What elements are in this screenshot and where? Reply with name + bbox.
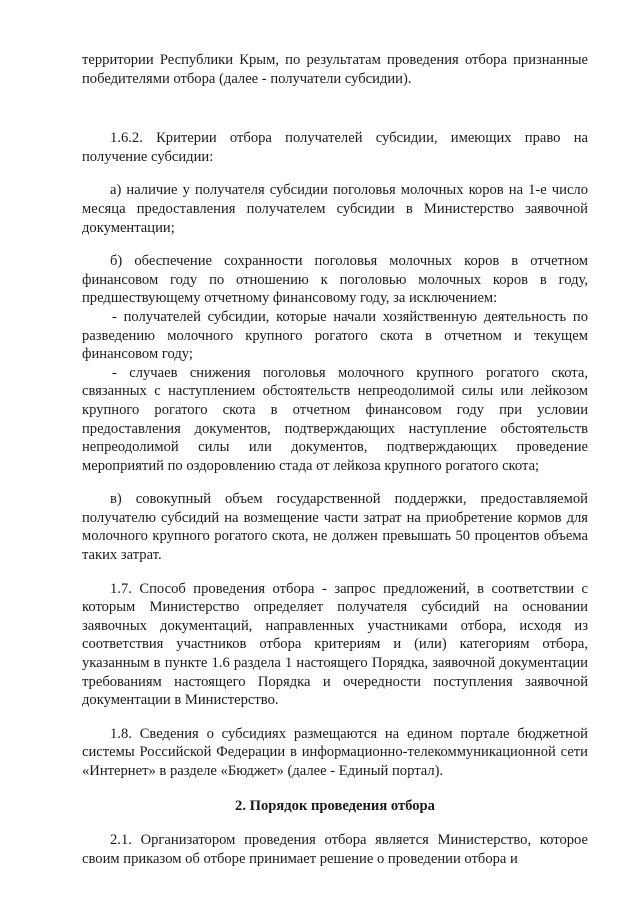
paragraph-1-8: 1.8. Сведения о субсидиях размещаются на едином портале бюджетной системы Российской Федерации в информационно-телекоммуникационной сети «Интернет» в разделе «Бюджет» (далее - Единый портал). (82, 725, 588, 779)
paragraph-criterion-b-exception-2: - случаев снижения поголовья молочного крупного рогатого скота, связанных с наступлением обстоятельств непреодолимой силы или лейкозом крупного рогатого скота в отчетном финансовом году при условии предоставления документов, подтверждающих наступление обстоятельств непреодолимой силы или документов, подтверждающих проведение мероприятий по оздоровлению стада от лейкоза крупного рогатого скота; (82, 364, 588, 474)
paragraph-intro: территории Республики Крым, по результатам проведения отбора признанные победителями отбора (далее - получатели субсидии). (82, 52, 588, 87)
paragraph-criterion-b: б) обеспечение сохранности поголовья молочных коров в отчетном финансовом году по отношению к поголовью молочных коров в году, предшествующему отчетному финансовому году, за исключением: (82, 253, 588, 307)
section-heading-2: 2. Порядок проведения отбора (235, 797, 435, 814)
paragraph-criterion-b-exception-1: - получателей субсидии, которые начали хозяйственную деятельность по разведению молочного крупного рогатого скота в отчетном и текущем финансовом году; (82, 308, 588, 363)
paragraph-criterion-v: в) совокупный объем государственной поддержки, предоставляемой получателю субсидий на возмещение части затрат на приобретение кормов для молочного крупного рогатого скота, не должен превышать 50 процентов объема таких затрат. (82, 491, 588, 564)
paragraph-2-1: 2.1. Организатором проведения отбора является Министерство, которое своим приказом об отборе принимает решение о проведении отбора и (82, 832, 588, 867)
paragraph-criterion-a: а) наличие у получателя субсидии поголовья молочных коров на 1-е число месяца предоставления получателем субсидии в Министерство заявочной документации; (82, 182, 588, 236)
paragraph-1-6-2: 1.6.2. Критерии отбора получателей субсидии, имеющих право на получение субсидии: (82, 130, 588, 165)
paragraph-1-7: 1.7. Способ проведения отбора - запрос предложений, в соответствии с которым Министерство определяет получателя субсидий на основании заявочных документаций, направленных участниками отбора, исходя из соответствия участников отбора критериям и (или) категориям отбора, указанным в пункте 1.6 раздела 1 настоящего Порядка, заявочной документации требованиям настоящего Порядка и очередности поступления заявочной документации в Министерство. (82, 580, 588, 709)
